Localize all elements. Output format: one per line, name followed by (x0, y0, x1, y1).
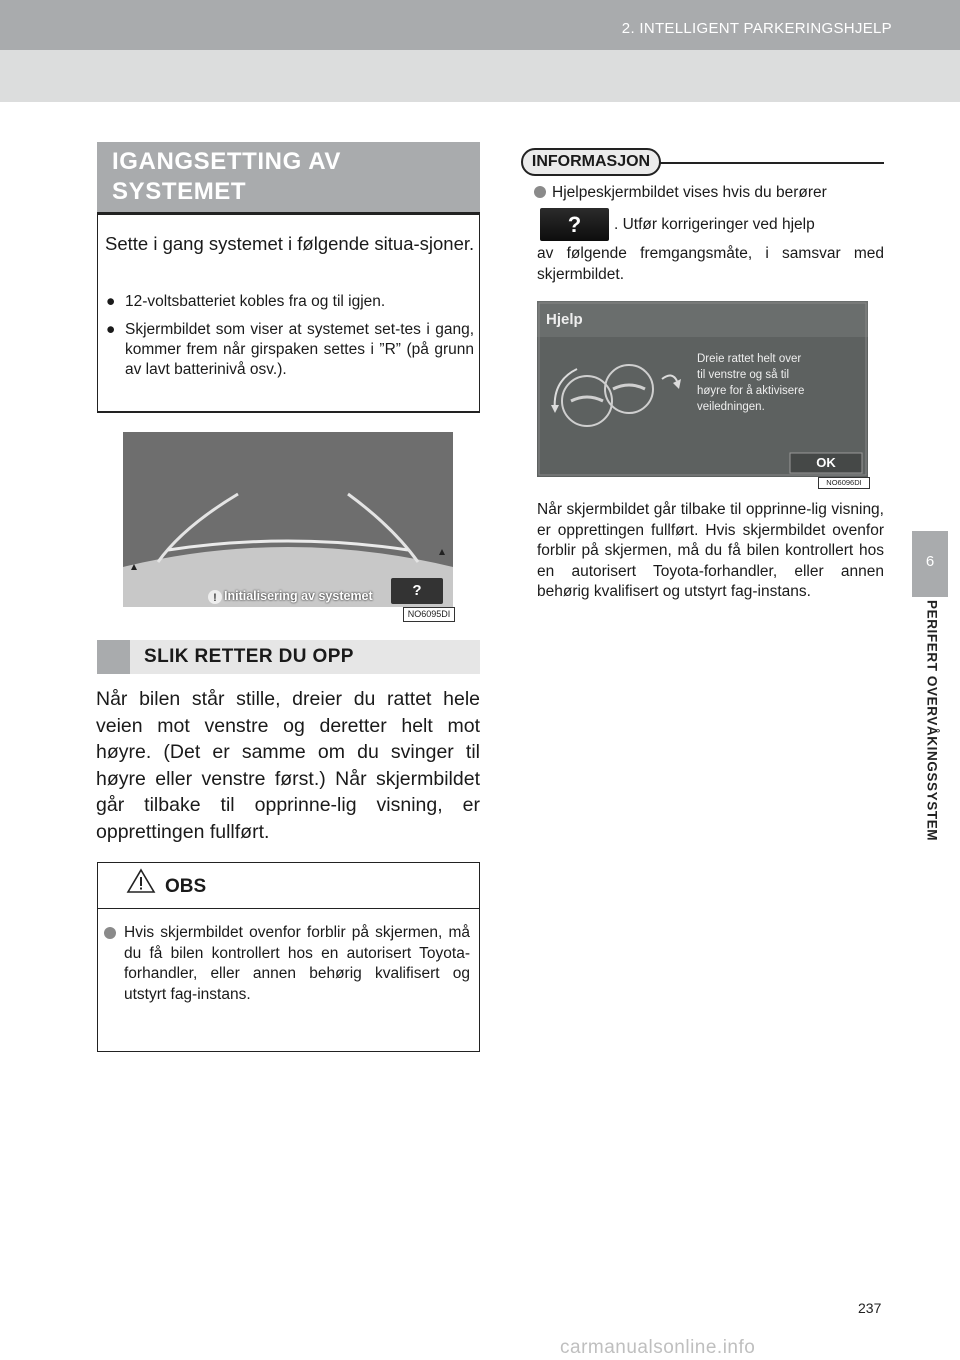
caution-divider (97, 908, 480, 909)
bullet-dot-icon (534, 186, 546, 198)
info-text-line1-body: Hjelpeskjermbildet vises hvis du berører (552, 184, 827, 201)
subsection-heading: SLIK RETTER DU OPP (144, 646, 354, 667)
camera-screen-image (123, 432, 453, 607)
help-screen-image (537, 301, 868, 477)
bullet-item (106, 292, 474, 312)
page-number: 237 (858, 1300, 882, 1316)
bullet-icon: ● (106, 321, 116, 338)
bullet-icon: ● (106, 293, 116, 310)
section-intro: Sette i gang systemet i følgende situa-sjoner. (105, 233, 475, 254)
bullet-text: Skjermbildet som viser at systemet set-tes i gang, kommer frem når girspaken settes i ”R” (på grunn av lavt batterinivå osv.). (125, 321, 474, 378)
caution-title: OBS (165, 876, 207, 897)
section-heading-line1: IGANGSETTING AV (112, 148, 342, 175)
svg-text:!: ! (213, 592, 217, 604)
ok-button[interactable]: OK (816, 455, 836, 470)
info-after-text: Når skjermbildet går tilbake til opprinne-lig visning, er opprettingen fullført. Hvis skjermbildet ovenfor forblir på skjermen, må du få bilen kontrollert hos en autorisert Toyota-forhandler, eller annen behørig kvalifisert og utstyrt fag-instans. (537, 501, 884, 600)
help-message-line: til venstre og så til (697, 369, 790, 381)
bullet-text: 12-voltsbatteriet kobles fra og til igjen. (125, 293, 386, 310)
initializing-message: Initialisering av systemet (224, 589, 373, 603)
chapter-tab-number[interactable]: 6 (912, 531, 948, 597)
info-text-rest: av følgende fremgangsmåte, i samsvar med skjermbildet. (537, 245, 884, 283)
info-text-line1 (534, 182, 884, 203)
bullet-dot-icon (104, 927, 116, 939)
help-message-line: høyre for å aktivisere (697, 385, 805, 397)
help-message-line: Dreie rattet helt over (697, 353, 802, 365)
help-button[interactable]: ? (412, 582, 422, 599)
warning-triangle-icon (126, 868, 156, 899)
watermark: carmanualsonline.info (560, 1337, 756, 1358)
help-screen-title: Hjelp (546, 311, 583, 328)
info-label: INFORMASJON (531, 153, 651, 170)
help-button-image[interactable]: ? (540, 208, 609, 241)
info-rule (660, 162, 884, 164)
instruction-paragraph: Når bilen står stille, dreier du rattet hele veien mot venstre og deretter helt mot høyre. (Det er samme om du svinger til høyre eller venstre først.) Når skjermbildet går tilbake til opprinne-lig visning, er opprettingen fullført. (96, 688, 480, 843)
bullet-item (106, 320, 474, 380)
chapter-title: 2. INTELLIGENT PARKERINGSHJELP (621, 20, 892, 37)
image-code: NO6095DI (403, 607, 455, 622)
subsection-heading-bar (97, 640, 130, 674)
section-heading-line2: SYSTEMET (112, 178, 247, 205)
section-heading (112, 147, 462, 207)
image-code: NO6096DI (818, 477, 870, 489)
caution-text-body: Hvis skjermbildet ovenfor forblir på skjermen, må du få bilen kontrollert hos en autorisert Toyota-forhandler, eller annen behørig kvalifisert og utstyrt fag-instans. (124, 924, 470, 1003)
chapter-tab-label (920, 600, 944, 920)
header-band (0, 50, 960, 102)
chapter-tab-text: PERIFERT OVERVÅKINGSSYSTEM (924, 600, 940, 842)
help-screen-message (697, 351, 804, 415)
info-text-line2: . Utfør korrigeringer ved hjelp (614, 216, 815, 233)
caution-text (104, 923, 470, 1005)
help-message-line: veiledningen. (697, 401, 765, 413)
